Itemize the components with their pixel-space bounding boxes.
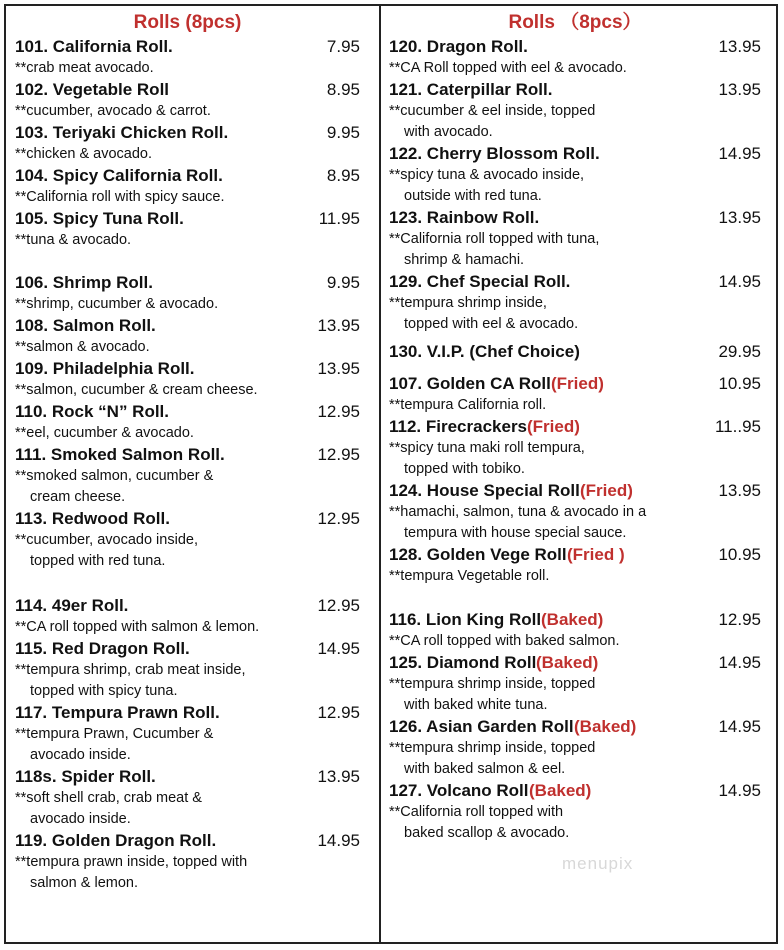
item-description-line: topped with tobiko. [404,461,525,477]
item-name: 115. Red Dragon Roll. [15,639,190,658]
item-description [15,101,360,122]
item-description [15,852,360,894]
item-name: 128. Golden Vege Roll [389,545,567,564]
item-description-line: **California roll topped with tuna, [389,231,600,247]
menu-item-row [389,36,761,58]
item-price: 12.95 [317,402,360,421]
item-name: 124. House Special Roll [389,481,580,500]
item-price: 14.95 [718,653,761,672]
item-description [15,294,360,315]
item-description [15,423,360,444]
item-description-line: avocado inside. [30,811,131,827]
menu-item-row [15,122,360,144]
menu-item [389,373,761,416]
item-name: 117. Tempura Prawn Roll. [15,703,220,722]
menu-item-row [389,416,761,438]
item-price: 12.95 [317,509,360,528]
item-cooking-tag: (Baked) [529,781,592,800]
item-name: 105. Spicy Tuna Roll. [15,209,184,228]
item-price: 14.95 [317,639,360,658]
item-name: 108. Salmon Roll. [15,316,156,335]
right-column [389,10,761,844]
menu-item-row [389,652,761,674]
item-price: 8.95 [326,80,360,99]
menu-item [389,480,761,544]
item-description-line: **tempura shrimp inside, topped [389,676,596,692]
item-description [389,229,761,271]
menu-item [389,780,761,844]
menu-item [389,544,761,587]
right-heading: Rolls （8pcs） [508,12,642,33]
item-name: 110. Rock “N” Roll. [15,402,169,421]
menu-item [15,272,360,315]
item-name: 122. Cherry Blossom Roll. [389,144,600,163]
item-description-line: shrimp & hamachi. [404,252,525,268]
menu-item-row [15,358,360,380]
menu-item-row [389,143,761,165]
item-price: 12.95 [317,703,360,722]
menu-item-row [15,508,360,530]
item-description-line: baked scallop & avocado. [404,825,570,841]
item-description-line: **tempura California roll. [389,397,547,413]
menu-item [15,122,360,165]
item-description-line: **cucumber, avocado inside, [15,532,198,548]
menu-item-row [15,272,360,294]
item-price: 14.95 [718,272,761,291]
menu-item [15,358,360,401]
item-description [15,788,360,830]
menu-item-row [389,609,761,631]
menu-item [389,79,761,143]
item-description-line: with avocado. [404,124,493,140]
item-price: 9.95 [326,273,360,292]
menu-item [15,36,360,79]
item-description-line: tempura with house special sauce. [404,525,627,541]
item-description-line: **California roll topped with [389,804,564,820]
item-description-line: **eel, cucumber & avocado. [15,425,194,441]
menu-item [15,702,360,766]
item-description [15,530,360,572]
menu-item-row [15,36,360,58]
item-description-line: avocado inside. [30,747,131,763]
item-description-line: **CA roll topped with salmon & lemon. [15,619,260,635]
item-description-line: topped with spicy tuna. [30,683,178,699]
item-description-line: salmon & lemon. [30,875,138,891]
item-description-line: **tempura shrimp, crab meat inside, [15,662,246,678]
item-price: 12.95 [317,596,360,615]
menu-item [15,79,360,122]
item-name: 127. Volcano Roll [389,781,529,800]
item-name: 106. Shrimp Roll. [15,273,153,292]
item-name: 126. Asian Garden Roll [389,717,574,736]
menu-item [15,595,360,638]
item-price: 10.95 [718,545,761,564]
menu-item [15,830,360,894]
menu-item [15,508,360,572]
menu-item [389,652,761,716]
item-description [15,380,360,401]
menu-item-row [389,207,761,229]
item-description-line: **tempura shrimp inside, topped [389,740,596,756]
item-price: 14.95 [718,144,761,163]
menu-item [15,766,360,830]
left-heading: Rolls (8pcs) [133,12,242,33]
item-description-line: **hamachi, salmon, tuna & avocado in a [389,504,647,520]
item-cooking-tag: (Fried ) [567,545,625,564]
item-name: 114. 49er Roll. [15,596,129,615]
menu-item [15,208,360,251]
menu-item [389,416,761,480]
item-description-line: **crab meat avocado. [15,60,154,76]
item-name: 118s. Spider Roll. [15,767,156,786]
menu-item [389,207,761,271]
item-description-line: **spicy tuna & avocado inside, [389,167,585,183]
item-price: 13.95 [718,37,761,56]
item-price: 11..95 [714,417,761,436]
item-name: 102. Vegetable Roll [15,80,170,99]
item-description [389,802,761,844]
item-price: 14.95 [317,831,360,850]
item-price: 13.95 [317,767,360,786]
item-description-line: **California roll with spicy sauce. [15,189,225,205]
item-description [15,337,360,358]
menu-item-row [389,780,761,802]
item-name: 116. Lion King Roll [389,610,542,629]
item-price: 9.95 [326,123,360,142]
menu-item [389,341,761,363]
item-price: 8.95 [326,166,360,185]
item-description-line: topped with eel & avocado. [404,316,579,332]
menu-item-row [389,716,761,738]
item-price: 12.95 [317,445,360,464]
item-description-line: **tempura shrimp inside, [389,295,547,311]
menu-item-row [15,165,360,187]
item-description-line: **salmon, cucumber & cream cheese. [15,382,258,398]
menu-item [389,36,761,79]
item-price: 14.95 [718,717,761,736]
item-description [15,724,360,766]
item-name: 113. Redwood Roll. [15,509,170,528]
item-cooking-tag: (Baked) [541,610,604,629]
item-name: 125. Diamond Roll [389,653,537,672]
item-description-line: with baked white tuna. [404,697,548,713]
item-description [389,101,761,143]
item-name: 104. Spicy California Roll. [15,166,223,185]
menu-item-row [389,271,761,293]
item-name: 111. Smoked Salmon Roll. [15,445,225,464]
item-description-line: **tempura Prawn, Cucumber & [15,726,214,742]
menu-item [15,444,360,508]
item-price: 13.95 [317,316,360,335]
item-description-line: **cucumber, avocado & carrot. [15,103,211,119]
menu-item-row [15,315,360,337]
menu-item-row [15,208,360,230]
menu-item-row [15,79,360,101]
item-description [15,58,360,79]
item-description [15,230,360,251]
item-name: 101. California Roll. [15,37,173,56]
item-name: 112. Firecrackers [389,417,528,436]
item-description [389,395,761,416]
item-description [389,566,761,587]
item-cooking-tag: (Baked) [574,717,637,736]
item-description [389,58,761,79]
item-description-line: **spicy tuna maki roll tempura, [389,440,585,456]
item-description [389,674,761,716]
item-description-line: **cucumber & eel inside, topped [389,103,596,119]
item-description-line: **tempura prawn inside, topped with [15,854,248,870]
menu-item-row [15,830,360,852]
item-description-line: topped with red tuna. [30,553,166,569]
item-description-line: **tuna & avocado. [15,232,132,248]
item-description-line: **CA roll topped with baked salmon. [389,633,620,649]
menu-item-row [389,480,761,502]
item-description-line: cream cheese. [30,489,126,505]
item-price: 7.95 [326,37,360,56]
item-price: 13.95 [718,80,761,99]
menu-item-row [15,702,360,724]
item-description [15,617,360,638]
menu-item-row [15,766,360,788]
item-name: 121. Caterpillar Roll. [389,80,553,99]
item-price: 11.95 [318,209,360,228]
menu-item [389,716,761,780]
menu-item-row [389,341,761,363]
item-name: 129. Chef Special Roll. [389,272,571,291]
item-cooking-tag: (Baked) [536,653,599,672]
item-description-line: **shrimp, cucumber & avocado. [15,296,219,312]
item-name: 109. Philadelphia Roll. [15,359,195,378]
item-price: 12.95 [718,610,761,629]
menu-item [15,401,360,444]
menu-item-row [389,544,761,566]
item-description-line: outside with red tuna. [404,188,542,204]
item-description [15,144,360,165]
item-price: 29.95 [718,342,761,361]
item-description-line: **tempura Vegetable roll. [389,568,550,584]
left-column [15,10,360,894]
item-price: 13.95 [718,208,761,227]
item-cooking-tag: (Fried) [551,374,604,393]
menu-item-row [15,444,360,466]
item-description [389,293,761,335]
item-price: 13.95 [718,481,761,500]
item-description-line: **chicken & avocado. [15,146,153,162]
item-price: 10.95 [718,374,761,393]
menu-item-row [15,638,360,660]
menu-item [15,638,360,702]
menu-item [15,165,360,208]
item-description [15,187,360,208]
item-name: 119. Golden Dragon Roll. [15,831,217,850]
item-description [389,165,761,207]
item-price: 14.95 [718,781,761,800]
menu-item-row [389,373,761,395]
item-name: 123. Rainbow Roll. [389,208,540,227]
item-description-line: **salmon & avocado. [15,339,150,355]
item-description-line: with baked salmon & eel. [404,761,566,777]
menu-item [389,143,761,207]
item-description-line: **smoked salmon, cucumber & [15,468,214,484]
item-description-line: **soft shell crab, crab meat & [15,790,202,806]
item-description [15,466,360,508]
menu-item [15,315,360,358]
item-description [389,438,761,480]
watermark: menupix [562,854,634,873]
item-name: 120. Dragon Roll. [389,37,528,56]
item-name: 103. Teriyaki Chicken Roll. [15,123,229,142]
menu-item-row [15,401,360,423]
item-description [389,738,761,780]
menu-item [389,271,761,335]
item-description-line: **CA Roll topped with eel & avocado. [389,60,627,76]
item-cooking-tag: (Fried) [527,417,580,436]
item-name: 130. V.I.P. (Chef Choice) [389,342,580,361]
menu-item [389,609,761,652]
item-description [15,660,360,702]
menu-item-row [389,79,761,101]
item-price: 13.95 [317,359,360,378]
item-name: 107. Golden CA Roll [389,374,551,393]
item-cooking-tag: (Fried) [580,481,633,500]
item-description [389,502,761,544]
menu-item-row [15,595,360,617]
column-divider [379,4,381,944]
item-description [389,631,761,652]
